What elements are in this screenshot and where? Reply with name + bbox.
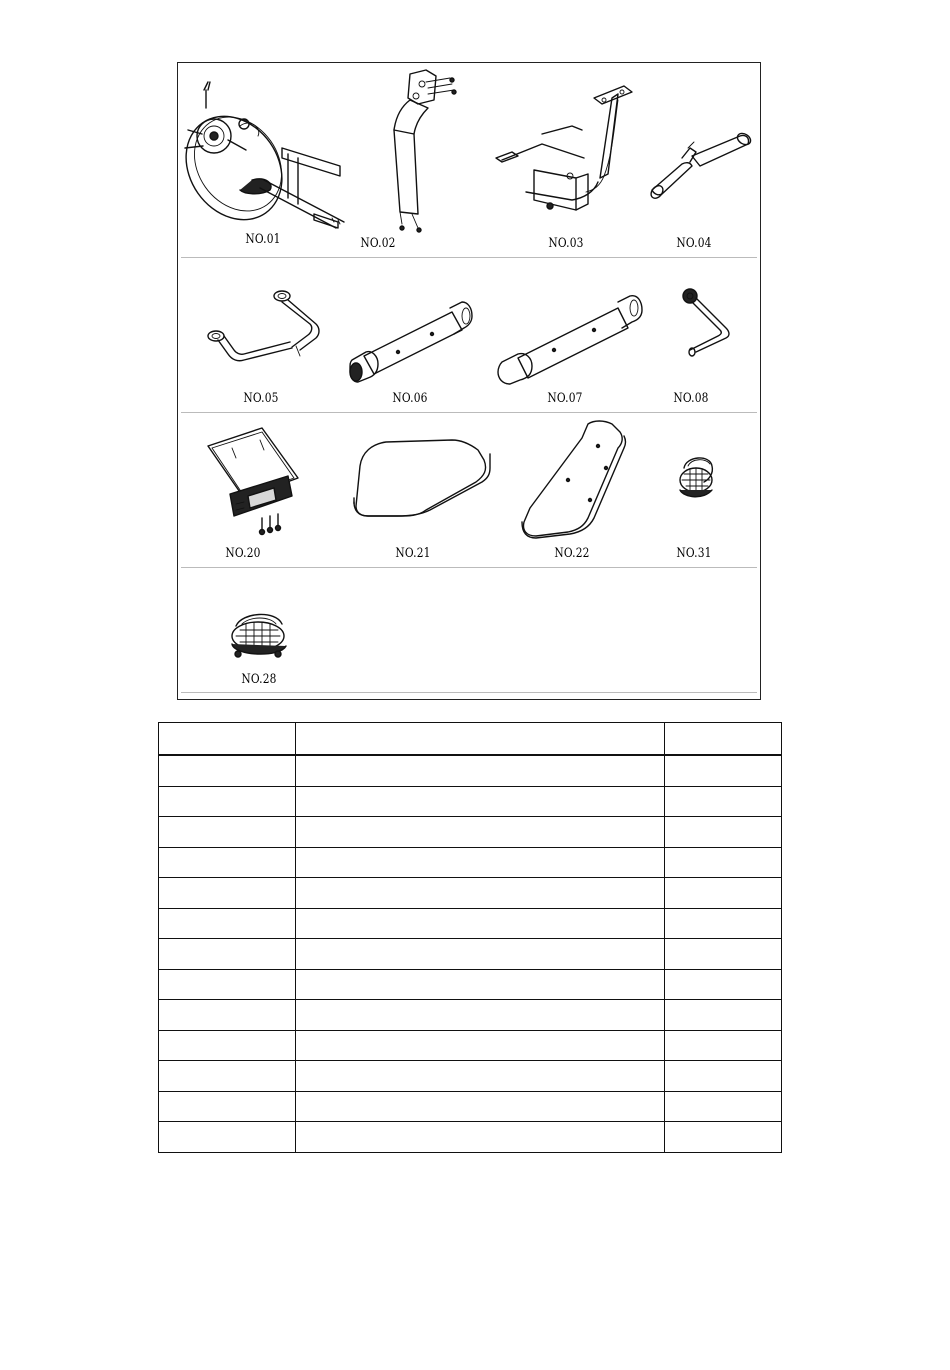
table-cell xyxy=(159,1091,296,1122)
table-cell xyxy=(296,1091,665,1122)
seat-frame-icon xyxy=(494,78,644,223)
backrest-icon xyxy=(518,418,626,540)
table-cell xyxy=(159,847,296,878)
part-label: NO.28 xyxy=(241,672,277,687)
table-cell xyxy=(296,1000,665,1031)
part-label: NO.20 xyxy=(225,546,261,561)
table-row xyxy=(159,939,782,970)
table-cell xyxy=(159,939,296,970)
table-row xyxy=(159,1122,782,1153)
main-frame-icon xyxy=(182,78,352,228)
table-row xyxy=(159,755,782,786)
part-label: NO.08 xyxy=(673,391,709,406)
table-cell xyxy=(296,1030,665,1061)
table-cell xyxy=(296,1122,665,1153)
table-cell xyxy=(159,1061,296,1092)
table-cell xyxy=(159,817,296,848)
row-divider xyxy=(181,257,757,258)
curved-handlebar-icon xyxy=(204,288,324,368)
table-cell xyxy=(296,878,665,909)
table-row xyxy=(159,969,782,1000)
table-header-cell xyxy=(665,723,782,756)
part-label: NO.07 xyxy=(547,391,583,406)
table-row xyxy=(159,1030,782,1061)
table-cell xyxy=(296,969,665,1000)
table-cell xyxy=(159,878,296,909)
part-label: NO.03 xyxy=(548,236,584,251)
table-header-row xyxy=(159,723,782,756)
table-row xyxy=(159,1061,782,1092)
table-row xyxy=(159,786,782,817)
handlebar-post-icon xyxy=(386,68,456,238)
table-cell xyxy=(665,1000,782,1031)
table-row xyxy=(159,1000,782,1031)
table-cell xyxy=(296,786,665,817)
table-cell xyxy=(296,817,665,848)
table-cell xyxy=(665,908,782,939)
table-cell xyxy=(159,755,296,786)
table-cell xyxy=(159,969,296,1000)
pedal-right-icon xyxy=(676,450,718,504)
row-divider xyxy=(181,692,757,693)
table-cell xyxy=(296,1061,665,1092)
table-row xyxy=(159,1091,782,1122)
table-header-cell xyxy=(296,723,665,756)
table-cell xyxy=(296,908,665,939)
table-cell xyxy=(665,939,782,970)
table-cell xyxy=(159,908,296,939)
part-label: NO.21 xyxy=(395,546,431,561)
parts-list-table xyxy=(158,722,782,1153)
part-label: NO.02 xyxy=(360,236,396,251)
table-cell xyxy=(665,847,782,878)
table-cell xyxy=(665,1061,782,1092)
table-row xyxy=(159,817,782,848)
row-divider xyxy=(181,412,757,413)
pedal-left-icon xyxy=(228,612,290,664)
table-cell xyxy=(296,755,665,786)
part-label: NO.31 xyxy=(676,546,712,561)
front-stabilizer-icon xyxy=(346,300,476,384)
table-cell xyxy=(665,1122,782,1153)
table-cell xyxy=(159,1030,296,1061)
table-cell xyxy=(159,1122,296,1153)
table-cell xyxy=(159,786,296,817)
part-label: NO.01 xyxy=(245,232,281,247)
console-icon xyxy=(204,424,300,536)
table-row xyxy=(159,847,782,878)
table-header-cell xyxy=(159,723,296,756)
part-label: NO.06 xyxy=(392,391,428,406)
table-cell xyxy=(665,1030,782,1061)
table-cell xyxy=(296,939,665,970)
seat-cushion-icon xyxy=(350,436,490,528)
table-cell xyxy=(159,1000,296,1031)
table-cell xyxy=(665,786,782,817)
table-cell xyxy=(665,878,782,909)
table-row xyxy=(159,878,782,909)
part-label: NO.22 xyxy=(554,546,590,561)
part-label: NO.04 xyxy=(676,236,712,251)
table-cell xyxy=(665,755,782,786)
handle-grip-icon xyxy=(648,130,752,204)
part-label: NO.05 xyxy=(243,391,279,406)
table-row xyxy=(159,908,782,939)
table-cell xyxy=(665,1091,782,1122)
table-cell xyxy=(665,969,782,1000)
row-divider xyxy=(181,567,757,568)
rear-stabilizer-icon xyxy=(496,292,642,384)
table-cell xyxy=(665,817,782,848)
adjustment-knob-icon xyxy=(680,284,740,364)
table-cell xyxy=(296,847,665,878)
